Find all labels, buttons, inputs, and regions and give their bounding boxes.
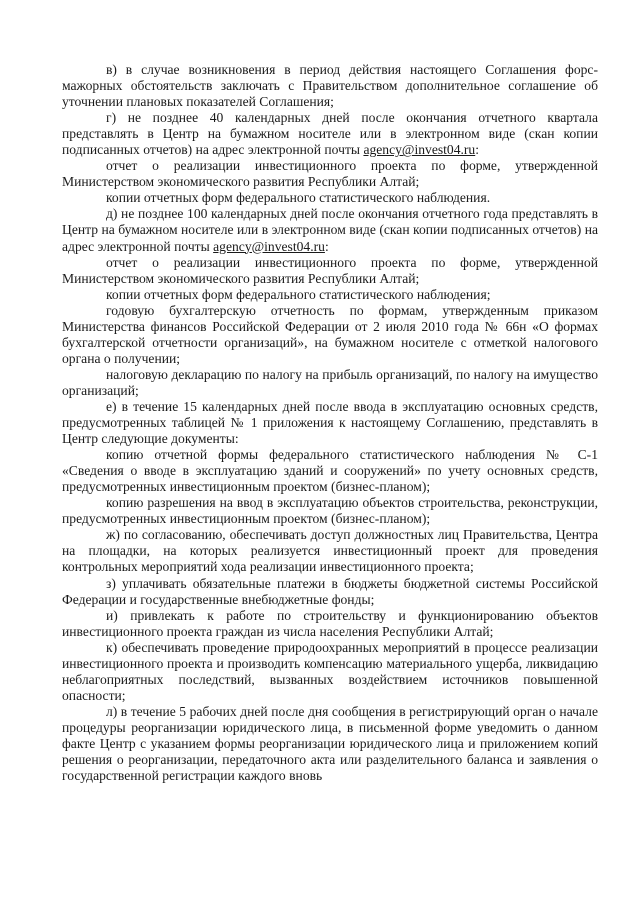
paragraph-k: к) обеспечивать проведение природоохранных мероприятий в процессе реализации инвестиционного проекта и производить компенсацию материального ущерба, ликвидацию неблагоприятных последствий, вызванных воздействием источников повышенной опасности; xyxy=(62,639,598,703)
email-link[interactable]: agency@invest04.ru xyxy=(213,238,325,254)
paragraph-zh: ж) по согласованию, обеспечивать доступ должностных лиц Правительства, Центра на площадки, на которых реализуется инвестиционный проект для проведения контрольных мероприятий хода реализации инвестиционного проекта; xyxy=(62,527,598,575)
paragraph-d-end: : xyxy=(324,238,329,254)
paragraph-d-annual: годовую бухгалтерскую отчетность по формам, утвержденным приказом Министерства финансов Российской Федерации от 2 июля 2010 года № 66н «О формах бухгалтерской отчетности организаций», на бумажном носителе с отметкой налогового органа о получении; xyxy=(62,302,598,366)
paragraph-d xyxy=(62,206,598,254)
paragraph-v: в) в случае возникновения в период действия настоящего Соглашения форс-мажорных обстоятельств заключать с Правительством дополнительное соглашение об уточнении плановых показателей Соглашения; xyxy=(62,62,598,110)
paragraph-d-text: д) не позднее 100 календарных дней после окончания отчетного года представлять в Центр на бумажном носителе или в электронном виде (скан копии подписанных отчетов) на адрес электронной почты xyxy=(62,206,598,254)
document-body xyxy=(62,62,598,784)
paragraph-d-report: отчет о реализации инвестиционного проекта по форме, утвержденной Министерством экономического развития Республики Алтай; xyxy=(62,254,598,286)
paragraph-g xyxy=(62,110,598,158)
paragraph-e: е) в течение 15 календарных дней после ввода в эксплуатацию основных средств, предусмотренных таблицей № 1 приложения к настоящему Соглашению, представлять в Центр следующие документы: xyxy=(62,398,598,447)
paragraph-g-copies: копии отчетных форм федерального статистического наблюдения. xyxy=(106,190,491,206)
paragraph-l: л) в течение 5 рабочих дней после дня сообщения в регистрирующий орган о начале процедуры реорганизации юридического лица, в письменной форме уведомить о данном факте Центр с указанием формы реорганизации юридического лица и приложением копий решения о реорганизации, передаточного акта или разделительного баланса и заявления о государственной регистрации каждого вновь xyxy=(62,703,598,784)
paragraph-g-report: отчет о реализации инвестиционного проекта по форме, утвержденной Министерством экономического развития Республики Алтай; xyxy=(62,158,598,190)
paragraph-e-form: копию отчетной формы федерального статистического наблюдения № С-1 «Сведения о вводе в эксплуатацию зданий и сооружений» по учету основных средств, предусмотренных инвестиционным проектом (бизнес-планом); xyxy=(62,447,598,495)
paragraph-z: з) уплачивать обязательные платежи в бюджеты бюджетной системы Российской Федерации и государственные внебюджетные фонды; xyxy=(62,575,598,607)
email-link[interactable]: agency@invest04.ru xyxy=(363,142,476,158)
paragraph-g-end: : xyxy=(475,142,480,158)
paragraph-e-permit: копию разрешения на ввод в эксплуатацию объектов строительства, реконструкции, предусмотренных инвестиционным проектом (бизнес-планом); xyxy=(62,495,598,527)
paragraph-d-copies: копии отчетных форм федерального статистического наблюдения; xyxy=(106,286,491,302)
paragraph-i: и) привлекать к работе по строительству и функционированию объектов инвестиционного проекта граждан из числа населения Республики Алтай; xyxy=(62,607,598,639)
paragraph-d-tax: налоговую декларацию по налогу на прибыль организаций, по налогу на имущество организаций; xyxy=(62,366,598,398)
paragraph-g-text: г) не позднее 40 календарных дней после окончания отчетного квартала представлять в Центр на бумажном носителе или в электронном виде (скан копии подписанных отчетов) на адрес электронной почты xyxy=(62,110,598,158)
